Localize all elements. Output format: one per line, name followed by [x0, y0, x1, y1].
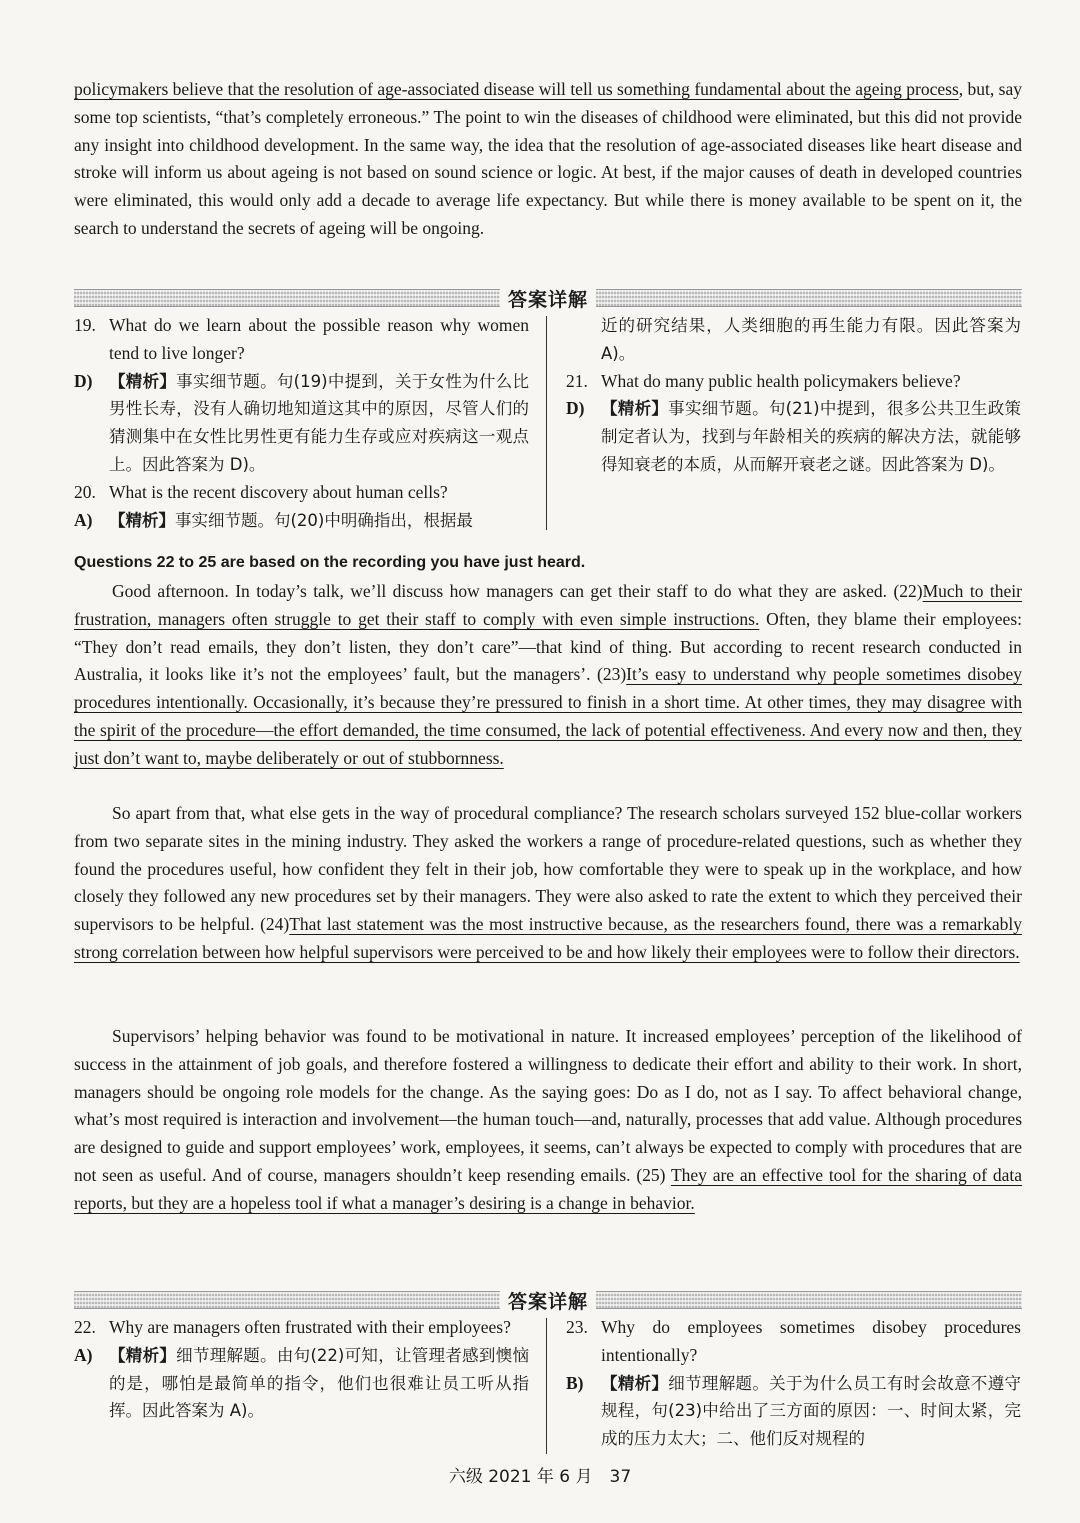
analysis-tag: 【精析】	[109, 1345, 177, 1365]
question-text: Why are managers often frustrated with their employees?	[109, 1317, 511, 1337]
answers-left-column	[74, 312, 529, 534]
analysis-text: 事实细节题。句(19)中提到，关于女性为什么比男性长寿，没有人确切地知道这其中的原因，尽管人们的猜测集中在女性比男性更有能力生存或应对疾病这一观点上。因此答案为 D)。	[109, 371, 529, 474]
answer-21	[566, 395, 1021, 478]
answer-22	[74, 1342, 529, 1425]
question-number: 19.	[74, 315, 96, 335]
passage-paragraph-conclusion	[74, 1023, 1022, 1218]
analysis-tag: 【精析】	[601, 1373, 669, 1393]
answer-23	[566, 1370, 1021, 1453]
passage-paragraph-research	[74, 800, 1022, 967]
answers-right-column	[566, 312, 1021, 479]
question-19	[74, 312, 529, 368]
answers-left-column-2	[74, 1314, 529, 1425]
answer-option: D)	[566, 398, 585, 419]
underlined-sentence-25: They are an effective tool for the sharing of data reports, but they are a hopeless tool if what a manager’s desiring is a change in behavior.	[74, 1164, 1022, 1213]
column-divider-2	[546, 1318, 547, 1454]
analysis-tag: 【精析】	[109, 371, 177, 391]
answer-explanation-banner-2	[74, 1287, 1022, 1313]
question-number: 22.	[74, 1317, 96, 1337]
paragraph-text: Good afternoon. In today’s talk, we’ll discuss how managers can get their staff to do what they are asked. (22)	[112, 581, 923, 601]
passage-paragraph-ageing	[74, 76, 1022, 243]
banner-pattern-right	[596, 1291, 1022, 1309]
question-number: 20.	[74, 481, 96, 502]
question-text: What do we learn about the possible reason why women tend to live longer?	[109, 315, 529, 363]
answer-explanation-banner	[74, 285, 1022, 311]
answer-20	[74, 507, 529, 535]
paragraph-text: Supervisors’ helping behavior was found to be motivational in nature. It increased employees’ perception of the likelihood of success in the attainment of job goals, and therefore fostered a willingness to dedicate their effort and ability to their work. In short, managers should be ongoing role models for the change. As the saying goes: Do as I do, not as I say. To affect behavioral change, what’s most required is interaction and involvement—the human touch—and, naturally, processes that add value. Although procedures are designed to guide and support employees’ work, employees, it seems, can’t always be expected to comply with procedures that are not seen as useful. And of course, managers shouldn’t keep resending emails. (25)	[74, 1026, 1022, 1185]
page-footer: 六级 2021 年 6 月 37	[448, 1467, 632, 1487]
question-23	[566, 1314, 1021, 1370]
underlined-sentence-21: policymakers believe that the resolution of age-associated disease will tell us something fundamental about the ageing process	[74, 79, 959, 99]
question-22	[74, 1314, 529, 1342]
paragraph-text: , but, say some top scientists, “that’s completely erroneous.” The point to win the diseases of childhood were eliminated, but this did not provide any insight into childhood development. In the same way, the idea that the resolution of age-associated diseases like heart disease and stroke will inform us about ageing is not based on sound science or logic. At best, if the major causes of death in developed countries were eliminated, this would only add a decade to average life expectancy. But while there is money available to be spent on it, the search to understand the secrets of ageing will be ongoing.	[74, 79, 1022, 238]
passage-paragraph-intro	[74, 578, 1022, 773]
question-text: Why do employees sometimes disobey procedures intentionally?	[601, 1317, 1021, 1365]
banner-pattern-left	[74, 1291, 500, 1309]
analysis-text: 事实细节题。句(20)中明确指出，根据最	[175, 510, 473, 530]
column-divider	[546, 316, 547, 530]
section-heading: Questions 22 to 25 are based on the recording you have just heard.	[74, 554, 586, 571]
question-text: What do many public health policymakers believe?	[601, 370, 961, 391]
banner-pattern-left	[74, 289, 500, 307]
underlined-sentence-23: It’s easy to understand why people sometimes disobey procedures intentionally. Occasionally, it’s because they’re pressured to finish in a short time. At other times, they may disagree with the spirit of the procedure—the effort demanded, the time consumed, the lack of potential effectiveness. And every now and then, they just don’t want to, maybe deliberately or out of stubbornness.	[74, 664, 1022, 768]
underlined-sentence-22: Much to their frustration, managers often struggle to get their staff to comply with even simple instructions.	[74, 581, 1022, 629]
answers-right-column-2	[566, 1314, 1021, 1453]
paragraph-text: Often, they blame their employees: “They don’t read emails, they don’t listen, they don’t care”—that kind of thing. But according to recent research conducted in Australia, it looks like it’s not the employees’ fault, but the managers’. (23)	[74, 608, 1022, 685]
question-20	[74, 479, 529, 507]
analysis-tag: 【精析】	[601, 399, 669, 419]
analysis-text: 细节理解题。关于为什么员工有时会故意不遵守规程，句(23)中给出了三方面的原因：一、时间太紧，完成的压力太大；二、他们反对规程的	[601, 1373, 1021, 1449]
analysis-tag: 【精析】	[109, 510, 175, 530]
answer-option: A)	[74, 1344, 93, 1365]
answer-19	[74, 368, 529, 479]
question-text: What is the recent discovery about human cells?	[109, 481, 448, 502]
answer-option: D)	[74, 370, 93, 391]
banner-pattern-right	[596, 289, 1022, 307]
question-21	[566, 368, 1021, 396]
banner-title: 答案详解	[508, 288, 589, 311]
analysis-text: 细节理解题。由句(22)可知，让管理者感到懊恼的是，哪怕是最简单的指令，他们也很难让员工听从指挥。因此答案为 A)。	[109, 1345, 529, 1421]
banner-title: 答案详解	[508, 1290, 589, 1313]
question-number: 23.	[566, 1317, 588, 1337]
paragraph-text: So apart from that, what else gets in the way of procedural compliance? The research scholars surveyed 152 blue-collar workers from two separate sites in the mining industry. They asked the workers a range of procedure-related questions, such as whether they found the procedures useful, how confident they felt in their job, how comfortable they were to speak up in the workplace, and how closely they followed any new procedures set by their managers. They were also asked to rate the extent to which they perceived their supervisors to be helpful. (24)	[74, 803, 1022, 935]
answer-option: B)	[566, 1372, 584, 1393]
analysis-text: 事实细节题。句(21)中提到，很多公共卫生政策制定者认为，找到与年龄相关的疾病的解决方法，就能够得知衰老的本质，从而解开衰老之谜。因此答案为 D)。	[601, 399, 1021, 474]
answer-option: A)	[74, 509, 93, 530]
answer-20-continued: 近的研究结果，人类细胞的再生能力有限。因此答案为 A)。	[601, 316, 1021, 363]
underlined-sentence-24: That last statement was the most instructive because, as the researchers found, there was a remarkably strong correlation between how helpful supervisors were perceived to be and how likely their employees were to follow their directors.	[74, 914, 1022, 962]
question-number: 21.	[566, 370, 588, 391]
